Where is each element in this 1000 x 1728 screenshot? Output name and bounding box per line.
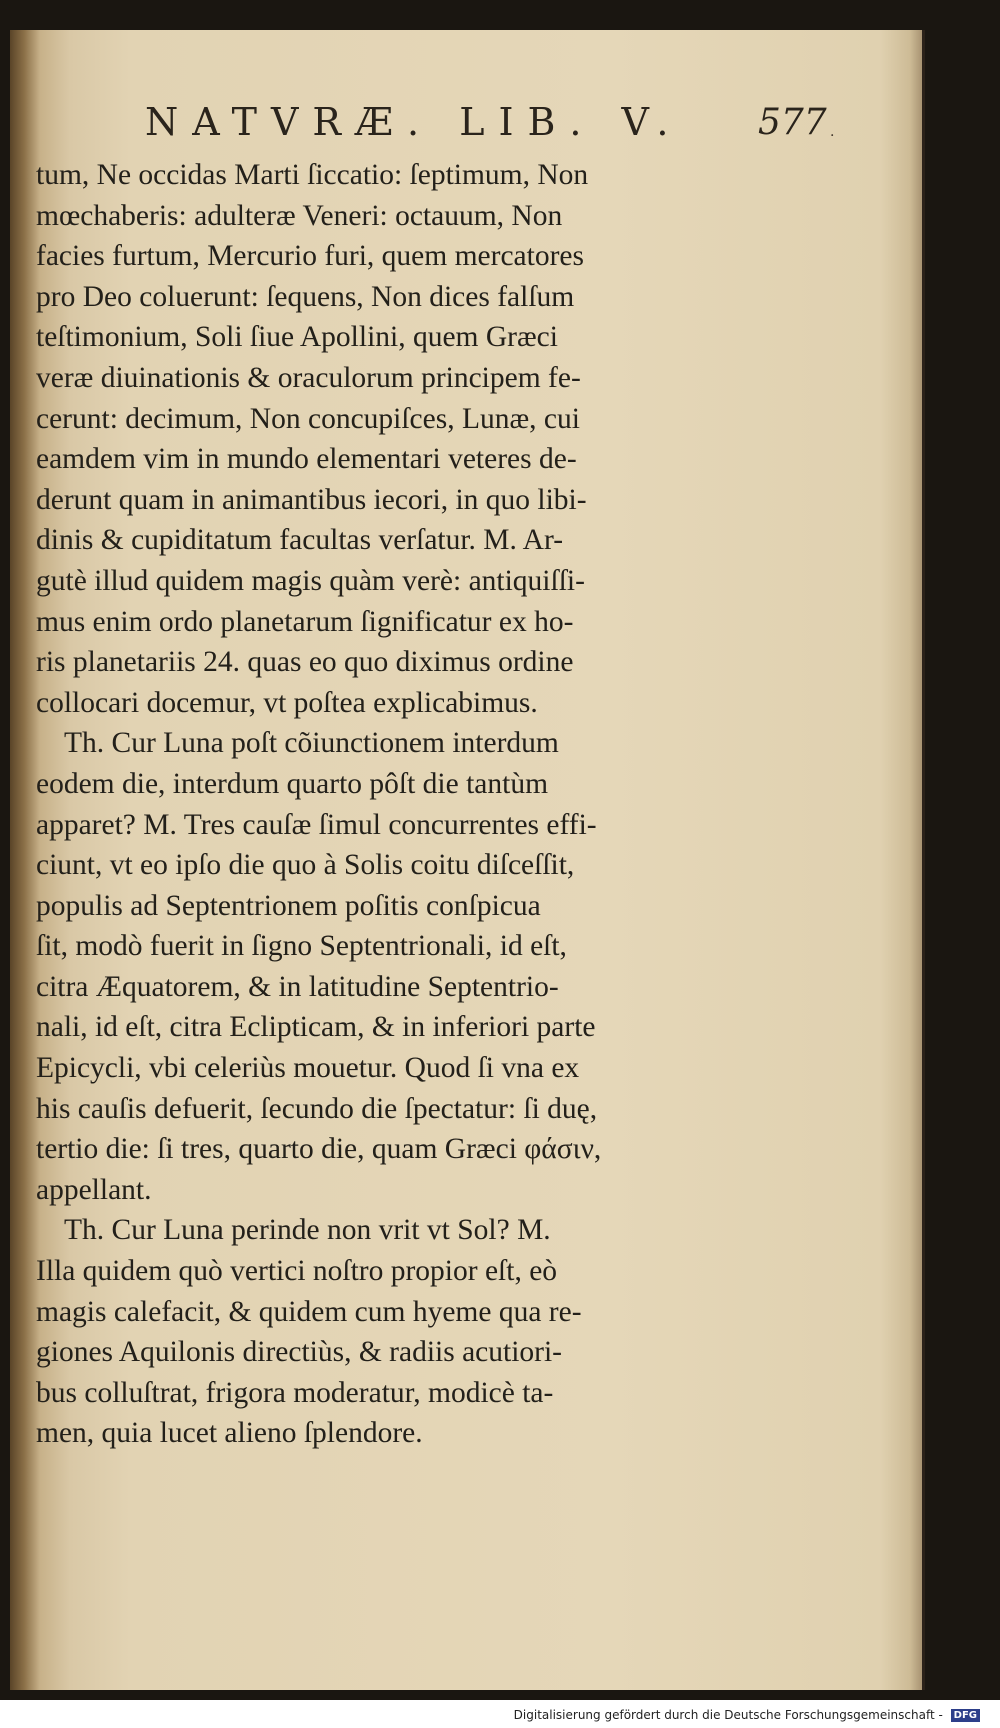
text-line: veræ diuinationis & oraculorum principem fe-	[36, 361, 581, 394]
text-line: teſtimonium, Soli ſiue Apollini, quem Græci	[36, 321, 558, 354]
text-line: Illa quidem quò vertici noſtro propior eſt, eò	[36, 1255, 558, 1288]
page-number: 577	[758, 102, 827, 143]
text-line: mus enim ordo planetarum ſignificatur ex ho-	[36, 605, 574, 638]
text-line: pro Deo coluerunt: ſequens, Non dices falſum	[36, 280, 575, 313]
text-line: facies furtum, Mercurio furi, quem mercatores	[36, 240, 584, 273]
digitization-credit	[514, 1708, 980, 1722]
paragraph-start-line: Th. Cur Luna poſt cõiunctionem interdum	[64, 727, 559, 760]
text-line: collocari docemur, vt poſtea explicabimus.	[36, 686, 538, 719]
text-line: eodem die, interdum quarto pôſt die tantùm	[36, 767, 549, 800]
text-line: derunt quam in animantibus iecori, in quo libi-	[36, 483, 587, 516]
text-line: cerunt: decimum, Non concupiſces, Lunæ, cui	[36, 402, 580, 435]
text-line: Epicycli, vbi celeriùs mouetur. Quod ſi vna ex	[36, 1052, 580, 1085]
text-line: bus colluſtrat, frigora moderatur, modicè ta-	[36, 1376, 554, 1409]
text-line: giones Aquilonis directiùs, & radiis acutiori-	[36, 1336, 563, 1369]
text-line: tertio die: ſi tres, quarto die, quam Græci φάσιν,	[36, 1133, 602, 1166]
text-line: appellant.	[36, 1173, 152, 1206]
text-line: nali, id eſt, citra Eclipticam, & in inferiori parte	[36, 1011, 596, 1044]
text-line: tum, Ne occidas Marti ſiccatio: ſeptimum, Non	[36, 159, 589, 191]
text-line: gutè illud quidem magis quàm verè: antiquiſſi-	[36, 564, 585, 597]
running-title: NATVRÆ. LIB. V.	[145, 100, 683, 144]
text-line: apparet? M. Tres cauſæ ſimul concurrentes effi-	[36, 808, 597, 841]
text-line: dinis & cupiditatum facultas verſatur. M. Ar-	[36, 524, 564, 557]
text-line: eamdem vim in mundo elementari veteres de-	[36, 443, 577, 476]
text-line: magis calefacit, & quidem cum hyeme qua re-	[36, 1295, 582, 1328]
text-line: men, quia lucet alieno ſplendore.	[36, 1417, 423, 1450]
dfg-logo: DFG	[951, 1709, 980, 1722]
text-line: ciunt, vt eo ipſo die quo à Solis coitu diſceſſit,	[36, 849, 575, 882]
text-line: citra Æquatorem, & in latitudine Septentrio-	[36, 970, 559, 1003]
text-line: populis ad Septentrionem poſitis conſpicua	[36, 889, 541, 922]
text-line: ris planetariis 24. quas eo quo diximus ordine	[36, 646, 574, 679]
paragraph-start-line: Th. Cur Luna perinde non vrit vt Sol? M.	[64, 1214, 551, 1247]
text-line: mœchaberis: adulteræ Veneri: octauum, Non	[36, 199, 563, 232]
margin-mark: ·	[830, 128, 835, 144]
body-text	[36, 155, 716, 1454]
credit-text: Digitalisierung gefördert durch die Deutsche Forschungsgemeinschaft -	[513, 1708, 943, 1722]
text-line: his cauſis defuerit, ſecundo die ſpectatur: ſi duę,	[36, 1092, 598, 1125]
text-line: ſit, modò fuerit in ſigno Septentrionali, id eſt,	[36, 930, 567, 963]
